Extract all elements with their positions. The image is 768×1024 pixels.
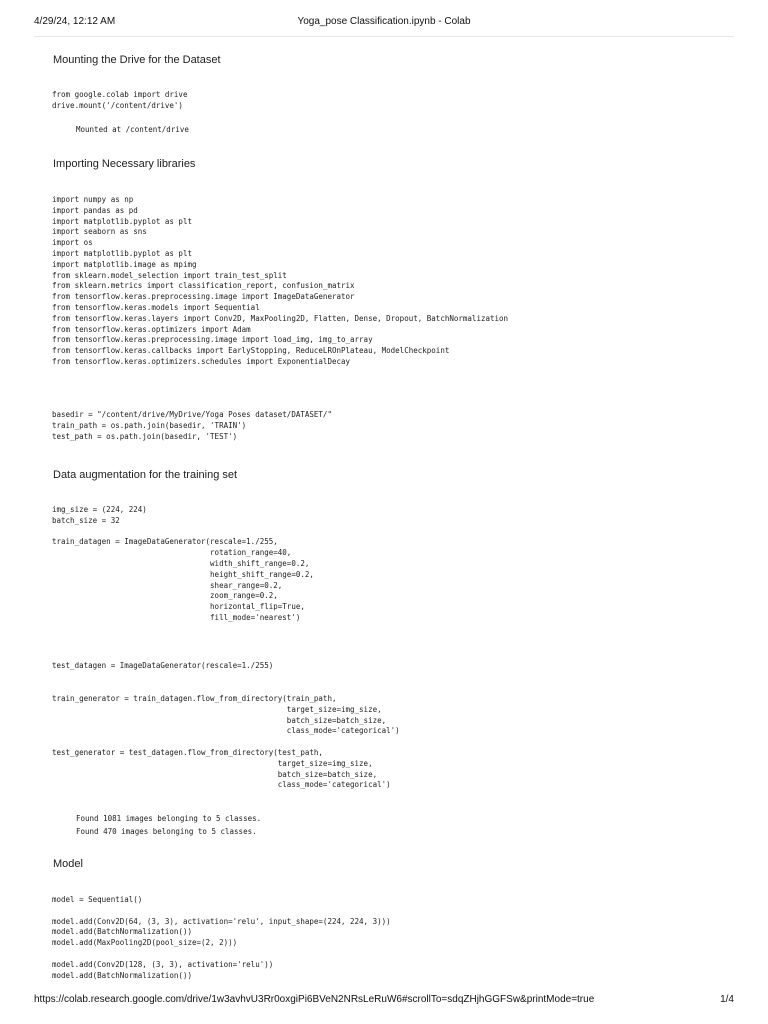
code-cell-mount-drive[interactable]: from google.colab import drive drive.mount('/content/drive'): [52, 90, 188, 110]
code-cell-test-datagen[interactable]: test_datagen = ImageDataGenerator(rescale=1./255): [52, 661, 274, 670]
code-cell-model[interactable]: model = Sequential() model.add(Conv2D(64, (3, 3), activation='relu', input_shape=(224, 224, 3))) model.add(BatchNormalization()) model.add(MaxPooling2D(pool_size=(2, 2))) model.add(Conv2D(128, (3, 3), activation='relu')) model.add(BatchNormalization()): [52, 895, 391, 980]
code-cell-generators[interactable]: train_generator = train_datagen.flow_from_directory(train_path, target_size=img_size, batch_size=batch_size, class_mode='categorical') test_generator = test_datagen.flow_from_directory(test_path, target_size=img_size, batch_size=batch_size, class_mode='categorical'): [52, 694, 400, 790]
markdown-cell-mount-drive: Mounting the Drive for the Dataset: [53, 54, 221, 66]
code-cell-imports[interactable]: import numpy as np import pandas as pd import matplotlib.pyplot as plt import seaborn as sns import os import matplotlib.pyplot as plt import matplotlib.image as mpimg from sklearn.model_selection import train_test_split from sklearn.metrics import classification_report, confusion_matrix from tensorflow.keras.preprocessing.image import ImageDataGenerator from tensorflow.keras.models import Sequential from tensorflow.keras.layers import Conv2D, MaxPooling2D, Flatten, Dense, Dropout, BatchNormalization from tensorflow.keras.optimizers import Adam from tensorflow.keras.preprocessing.image import load_img, img_to_array from tensorflow.keras.callbacks import EarlyStopping, ReduceLROnPlateau, ModelCheckpoint from tensorflow.keras.optimizers.schedules import ExponentialDecay: [52, 195, 509, 366]
page-number: 1/4: [720, 994, 734, 1005]
output-mount-drive: Mounted at /content/drive: [76, 125, 189, 134]
page-url[interactable]: https://colab.research.google.com/drive/1w3avhvU3Rr0oxgiPi6BVeN2NRsLeRuW6#scrollTo=sdqZHjhGGFSw&printMode=true: [34, 994, 595, 1005]
markdown-cell-imports: Importing Necessary libraries: [53, 158, 196, 170]
markdown-cell-augmentation: Data augmentation for the training set: [53, 469, 238, 481]
print-datetime: 4/29/24, 12:12 AM: [34, 16, 116, 27]
output-generators: Found 1081 images belonging to 5 classes. Found 470 images belonging to 5 classes.: [76, 814, 262, 836]
page-title: Yoga_pose Classification.ipynb - Colab: [297, 16, 471, 27]
code-cell-paths[interactable]: basedir = "/content/drive/MyDrive/Yoga Poses dataset/DATASET/" train_path = os.path.join(basedir, 'TRAIN') test_path = os.path.join(basedir, 'TEST'): [52, 410, 332, 441]
code-cell-augmentation[interactable]: img_size = (224, 224) batch_size = 32 train_datagen = ImageDataGenerator(rescale=1./255, rotation_range=40, width_shift_range=0.2, height_shift_range=0.2, shear_range=0.2, zoom_range=0.2, horizontal_flip=True, fill_mode='nearest'): [52, 505, 314, 622]
print-footer: [34, 994, 734, 1005]
markdown-cell-model: Model: [53, 858, 83, 870]
